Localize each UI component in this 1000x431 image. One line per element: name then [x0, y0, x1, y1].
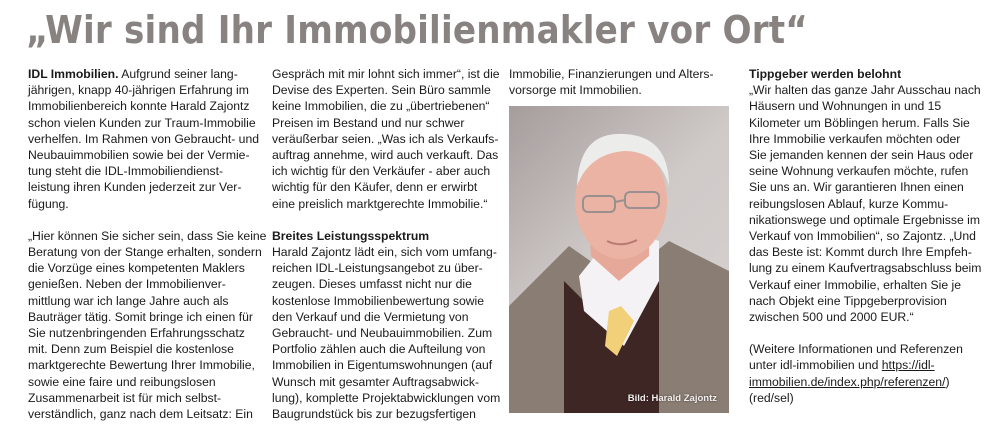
paragraph-tippgeber: Tippgeber werden belohnt „Wir halten das ganze Jahr Ausschau nach Häusern und Wohnungen in und 15 Kilometer um Böblingen herum. Falls Sie Ihre Immobilie verkaufen möchten oder Sie jemanden kennen der sein Haus oder seine Wohnung verkaufen möchte, rufen Sie uns an. Wir garantieren Ihnen einen reibungslosen Ablauf, kurze Kommu- nikationswege und optimale Ergebnisse im Verkauf von Immobilien“, so Zajontz. „Und das Beste ist: Kommt durch Ihre Empfeh- lung zu einem Kaufvertragsabschluss beim Verkauf einer Immobilie, erhalten Sie je nach Objekt eine Tippgeberprovision zwischen 500 und 2000 EUR.“: [749, 66, 999, 325]
paragraph-quote: „Hier können Sie sicher sein, dass Sie keine Beratung von der Stange erhalten, sondern die Vorzüge eines kompetenten Maklers genießen. Neben der Immobilienver- mittlung war ich lange Jahre auch als Bauträger tätig. Somit bringe ich einen für Sie nutzenbringenden Erfahrungsschatz mit. Denn zum Beispiel die kostenlose marktgerechte Bewertung Ihrer Immobilie, sowie eine faire und reibungslosen Zusammenarbeit ist für mich selbst- verständlich, ganz nach dem Leitsatz: Ein: [28, 228, 267, 422]
section-heading-tippgeber: Tippgeber werden belohnt: [749, 67, 902, 81]
section-heading-leistungsspektrum: Breites Leistungsspektrum: [272, 228, 430, 243]
paragraph-devise: Gespräch mit mir lohnt sich immer“, ist die Devise des Experten. Sein Büro sammle keine Immobilien, die zu „übertriebenen“ Preisen im Bestand und nur schwer veräußerbar seien. „Was ich als Verkaufs- auftrag annehme, wird auch verkauft. Das ich wichtig für den Verkäufer - aber auch wichtig für den Käufer, denn er erwirbt eine preislich marktgerechte Immobilie.“: [272, 67, 500, 211]
paragraph-continuation: Immobilie, Finanzierungen und Alters- vorsorge mit Immobilien.: [509, 67, 714, 98]
column-4: [749, 66, 999, 406]
article-title: „Wir sind Ihr Immobilienmakler vor Ort“: [26, 8, 808, 52]
paragraph-leistungsspektrum: Breites Leistungsspektrum Harald Zajontz lädt ein, sich vom umfang- reichen IDL-Leistungsangebot zu über- zeugen. Dieses umfasst nicht nur die kostenlose Immobilienbewertung sowie den Verkauf und die Vermietung von Gebraucht- und Neubauimmobilien. Zum Portfolio zählen auch die Aufteilung von Immobilien in Eigentumswohnungen (auf Wunsch mit gesamter Auftragsabwick- lung), komplette Projektabwicklungen vom Baugrundstück bis zur bezugsfertigen: [272, 228, 506, 422]
references-link-part2[interactable]: immobilien.de/index.php/referenzen/: [749, 374, 946, 389]
author-credit: (red/sel): [749, 390, 794, 405]
paragraph-references: (Weitere Informationen und Referenzen unter idl-immobilien und https://idl- immobilien.de/index.php/referenzen/) (red/sel): [749, 341, 999, 406]
portrait-photo: [509, 106, 729, 413]
column-3: [509, 66, 739, 98]
paragraph-intro: IDL Immobilien. Aufgrund seiner lang- jährigen, knapp 40-jährigen Erfahrung im Immobilienbereich konnte Harald Zajontz schon vielen Kunden zur Traum-Immobilie verhelfen. Im Rahmen von Gebraucht- und Neubauimmobilien sowie bei der Vermie- tung steht die IDL-Immobiliendienst- leistung ihren Kunden jederzeit zur Ver- fügung.: [28, 67, 260, 211]
references-link-part1[interactable]: https://idl-: [881, 358, 935, 373]
photo-caption: Bild: Harald Zajontz: [627, 393, 717, 404]
column-2: [272, 66, 506, 422]
lead-bold: IDL Immobilien.: [28, 67, 119, 81]
portrait-illustration: [509, 106, 729, 413]
column-1: [28, 66, 268, 422]
